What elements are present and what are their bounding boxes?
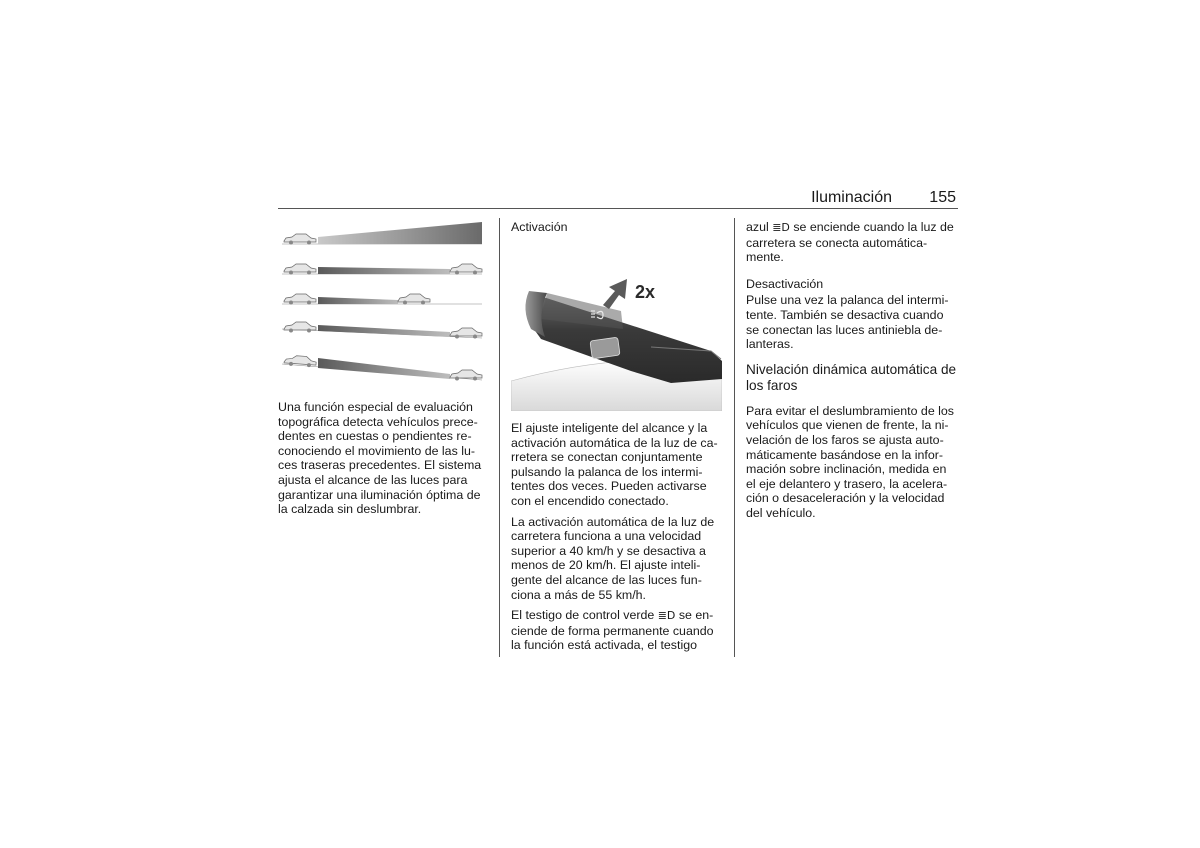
column-2-text	[511, 421, 723, 659]
beam-row-3	[282, 294, 482, 305]
press-twice-label: 2x	[635, 282, 656, 302]
page-header	[278, 188, 958, 208]
car-icon	[284, 322, 316, 333]
beam-row-1	[282, 222, 482, 245]
paragraph: El ajuste inteligente del alcance y la activación automática de la luz de carretera se conectan conjuntamente pulsando la palanca de los intermitentes dos veces. Pueden activarse con el encendido conectado.	[511, 421, 718, 508]
header-rule	[278, 208, 958, 209]
paragraph: azul ≣D se enciende cuando la luz de carretera se conecta automáticamente.	[746, 220, 954, 265]
paragraph: Pulse una vez la palanca del intermitente. También se desactiva cuando se conectan las luces antiniebla delanteras.	[746, 293, 949, 352]
beam-row-2	[282, 264, 482, 275]
column-divider	[499, 218, 500, 657]
beam-row-4	[282, 322, 482, 339]
turn-signal-lever-figure	[511, 243, 722, 411]
paragraph: Una función especial de evaluación topográfica detecta vehículos precedentes en cuestas o pendientes reconociendo el movimiento de las luces traseras precedentes. El sistema ajusta el alcance de las luces para garantizar una iluminación óptima de la calzada sin deslumbrar.	[278, 400, 482, 517]
section-title: Iluminación	[811, 189, 892, 206]
car-icon	[284, 234, 316, 245]
headlight-range-figure	[278, 218, 490, 388]
high-beam-indicator-icon: ≣D	[657, 609, 676, 623]
paragraph: El testigo de control verde ≣D se enciende de forma permanente cuando la función está activada, el testigo	[511, 608, 714, 653]
car-icon	[398, 294, 430, 305]
heading-nivelacion: Nivelación dinámica automática de los faros	[746, 361, 957, 393]
column-3-text	[746, 220, 958, 527]
car-icon	[284, 294, 316, 305]
beam-row-5	[282, 355, 482, 381]
column-divider	[734, 218, 735, 657]
heading-desactivacion: Desactivación	[746, 276, 824, 291]
car-icon	[284, 264, 316, 275]
car-icon	[450, 264, 482, 275]
high-beam-indicator-icon: ≣D	[772, 221, 790, 234]
paragraph: Para evitar el deslumbramiento de los vehículos que vienen de frente, la nivelación de los faros se ajusta automáticamente basándose en la información sobre inclinación, medida en el eje delantero y trasero, la aceleración o desaceleración y la velocidad del vehículo.	[746, 403, 954, 520]
column-2-heading	[511, 220, 723, 237]
page-number: 155	[929, 189, 956, 206]
lever-button	[590, 337, 620, 359]
column-1-text	[278, 400, 490, 523]
heading-activacion: Activación	[511, 220, 568, 234]
paragraph: La activación automática de la luz de carretera funciona a una velocidad superior a 40 km/h y se desactiva a menos de 20 km/h. El ajuste inteligente del alcance de las luces funciona a más de 55 km/h.	[511, 514, 715, 602]
